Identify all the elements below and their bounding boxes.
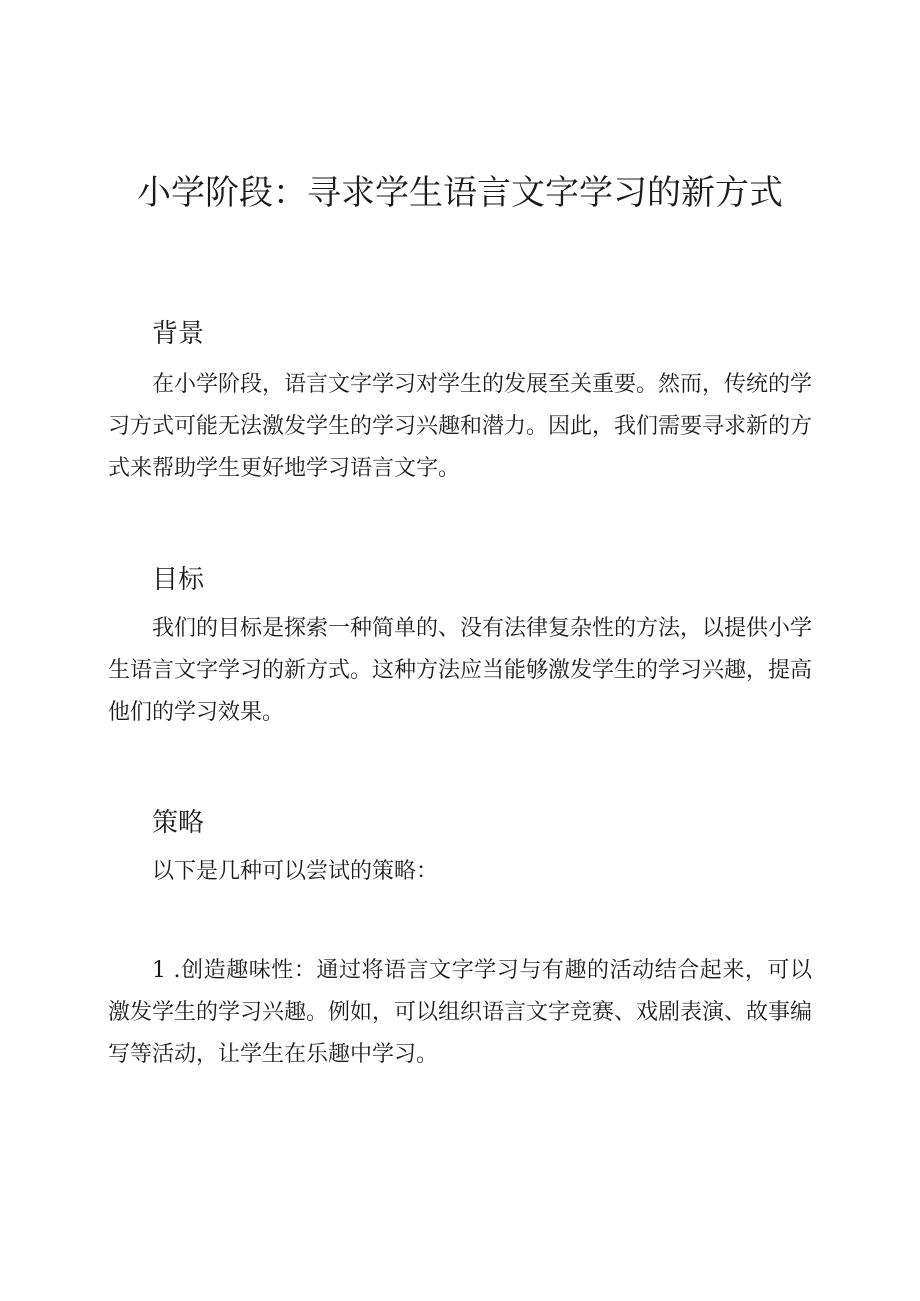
section-heading-background: 背景 bbox=[152, 319, 205, 349]
section-paragraph-strategy: 以下是几种可以尝试的策略： bbox=[152, 859, 439, 884]
section-strategy bbox=[108, 805, 812, 893]
list-item: 1 .创造趣味性：通过将语言文字学习与有趣的活动结合起来，可以激发学生的学习兴趣。例如，可以组织语言文字竞赛、戏剧表演、故事编写等活动，让学生在乐趣中学习。 bbox=[108, 958, 813, 1067]
page-title: 小学阶段：寻求学生语言文字学习的新方式 bbox=[137, 173, 783, 213]
section-paragraph-goal: 我们的目标是探索一种简单的、没有法律复杂性的方法，以提供小学生语言文字学习的新方式。这种方法应当能够激发学生的学习兴趣，提高他们的学习效果。 bbox=[108, 616, 813, 725]
section-background bbox=[108, 316, 812, 490]
section-heading-goal: 目标 bbox=[152, 565, 205, 595]
section-paragraph-background: 在小学阶段，语言文字学习对学生的发展至关重要。然而，传统的学习方式可能无法激发学生的学习兴趣和潜力。因此，我们需要寻求新的方式来帮助学生更好地学习语言文字。 bbox=[108, 372, 813, 481]
section-goal bbox=[108, 562, 812, 734]
section-heading-strategy: 策略 bbox=[152, 808, 205, 838]
